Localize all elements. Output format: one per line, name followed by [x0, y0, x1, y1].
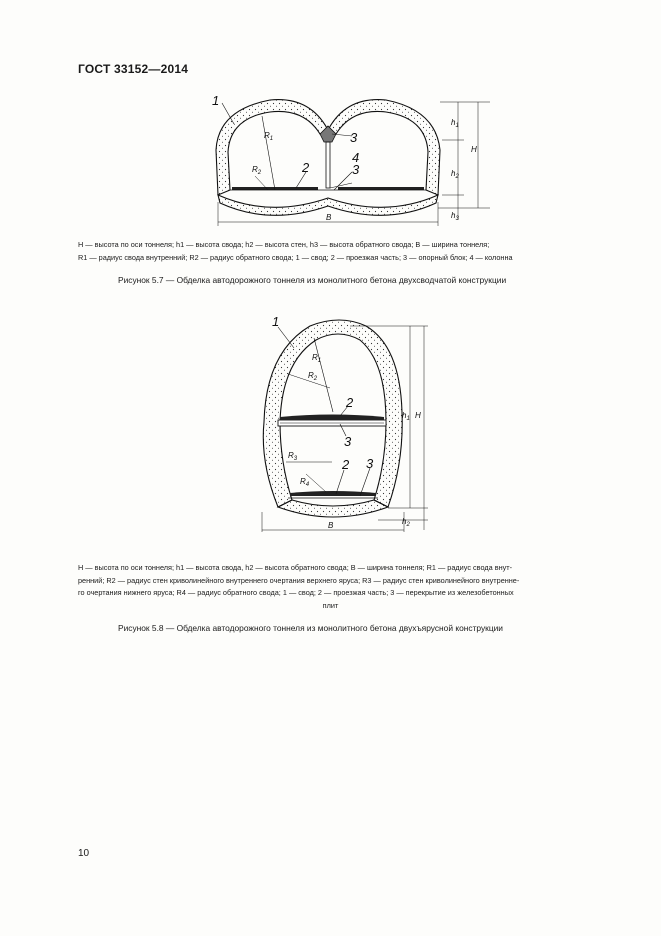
dim-h2: $h_2$: [402, 517, 410, 528]
figure-5-7-legend: [78, 239, 583, 264]
upper-roadway: [280, 415, 384, 421]
page-number: 10: [78, 848, 90, 859]
figure-5-8-drawing: [250, 312, 440, 532]
callout-1: 1: [272, 314, 280, 329]
dim-r1: $R_1$: [312, 353, 322, 364]
dim-r1: $R_1$: [264, 131, 274, 142]
dim-height: H: [471, 145, 477, 154]
figure-5-8-legend: [78, 562, 583, 612]
two-tier-tunnel-svg: [250, 312, 440, 532]
standard-header: ГОСТ 33152—2014: [78, 62, 189, 76]
figure-5-7-drawing: [200, 90, 490, 235]
invert: [278, 500, 388, 517]
dim-r3: $R_3$: [288, 451, 298, 462]
dim-height: H: [415, 411, 421, 420]
dim-h3: $h_3$: [451, 211, 459, 222]
dim-r2: $R_2$: [252, 165, 262, 176]
legend-5-8-line-1: H — высота по оси тоннеля; h1 — высота свода, h2 — высота обратного свода; B — ширина тоннеля; R1 — радиус свода внут-: [78, 563, 513, 572]
legend-5-8-line-2: ренний; R2 — радиус стен криволинейного внутреннего очертания верхнего яруса; R3 — радиус стен криволинейного внутренне-: [78, 575, 520, 585]
left-arch-lining: [216, 100, 328, 195]
dim-r4: $R_4$: [300, 477, 310, 488]
lower-roadway: [290, 491, 376, 496]
callout-3-upper: 3: [344, 434, 352, 449]
dim-h2: $h_2$: [451, 169, 459, 180]
callout-4: 4: [352, 150, 360, 165]
legend-5-7-line-2: R1 — радиус свода внутренний; R2 — радиус обратного свода; 1 — свод; 2 — проезжая часть; 3 — опорный блок; 4 — колонна: [78, 252, 513, 262]
dim-r2: $R_2$: [308, 371, 318, 382]
legend-5-8-line-3: го очертания нижнего яруса; R4 — радиус обратного свода; 1 — свод; 2 — проезжая часть; 3 — перекрытие из железобетонных: [78, 588, 514, 597]
callout-3b: 3: [352, 162, 360, 177]
dim-h1: $h_1$: [402, 411, 410, 422]
legend-5-8-line-4: плит: [322, 600, 339, 610]
callout-2: 2: [302, 160, 310, 175]
column: [326, 142, 330, 188]
figure-5-8-caption: Рисунок 5.8 — Обделка автодорожного тоннеля из монолитного бетона двухъярусной конструкции: [118, 623, 503, 633]
figure-5-7-caption: Рисунок 5.7 — Обделка автодорожного тоннеля из монолитного бетона двухсводчатой конструкции: [118, 275, 507, 285]
right-arch-lining: [328, 100, 440, 195]
twin-arch-tunnel-svg: [200, 90, 490, 235]
callout-3a: 3: [350, 130, 358, 145]
legend-5-7-line-1: H — высота по оси тоннеля; h1 — высота свода; h2 — высота стен, h3 — высота обратного свода; B — ширина тоннеля;: [78, 240, 490, 249]
dim-width: B: [328, 521, 334, 530]
roadway-right: [338, 187, 424, 190]
callout-2-upper: 2: [346, 395, 354, 410]
callout-2-lower: 2: [342, 457, 350, 472]
dim-width: B: [326, 213, 332, 222]
lining-ring: [263, 320, 402, 507]
dim-h1: $h_1$: [451, 118, 459, 129]
callout-3-lower: 3: [366, 456, 374, 471]
callout-1: 1: [212, 93, 220, 108]
